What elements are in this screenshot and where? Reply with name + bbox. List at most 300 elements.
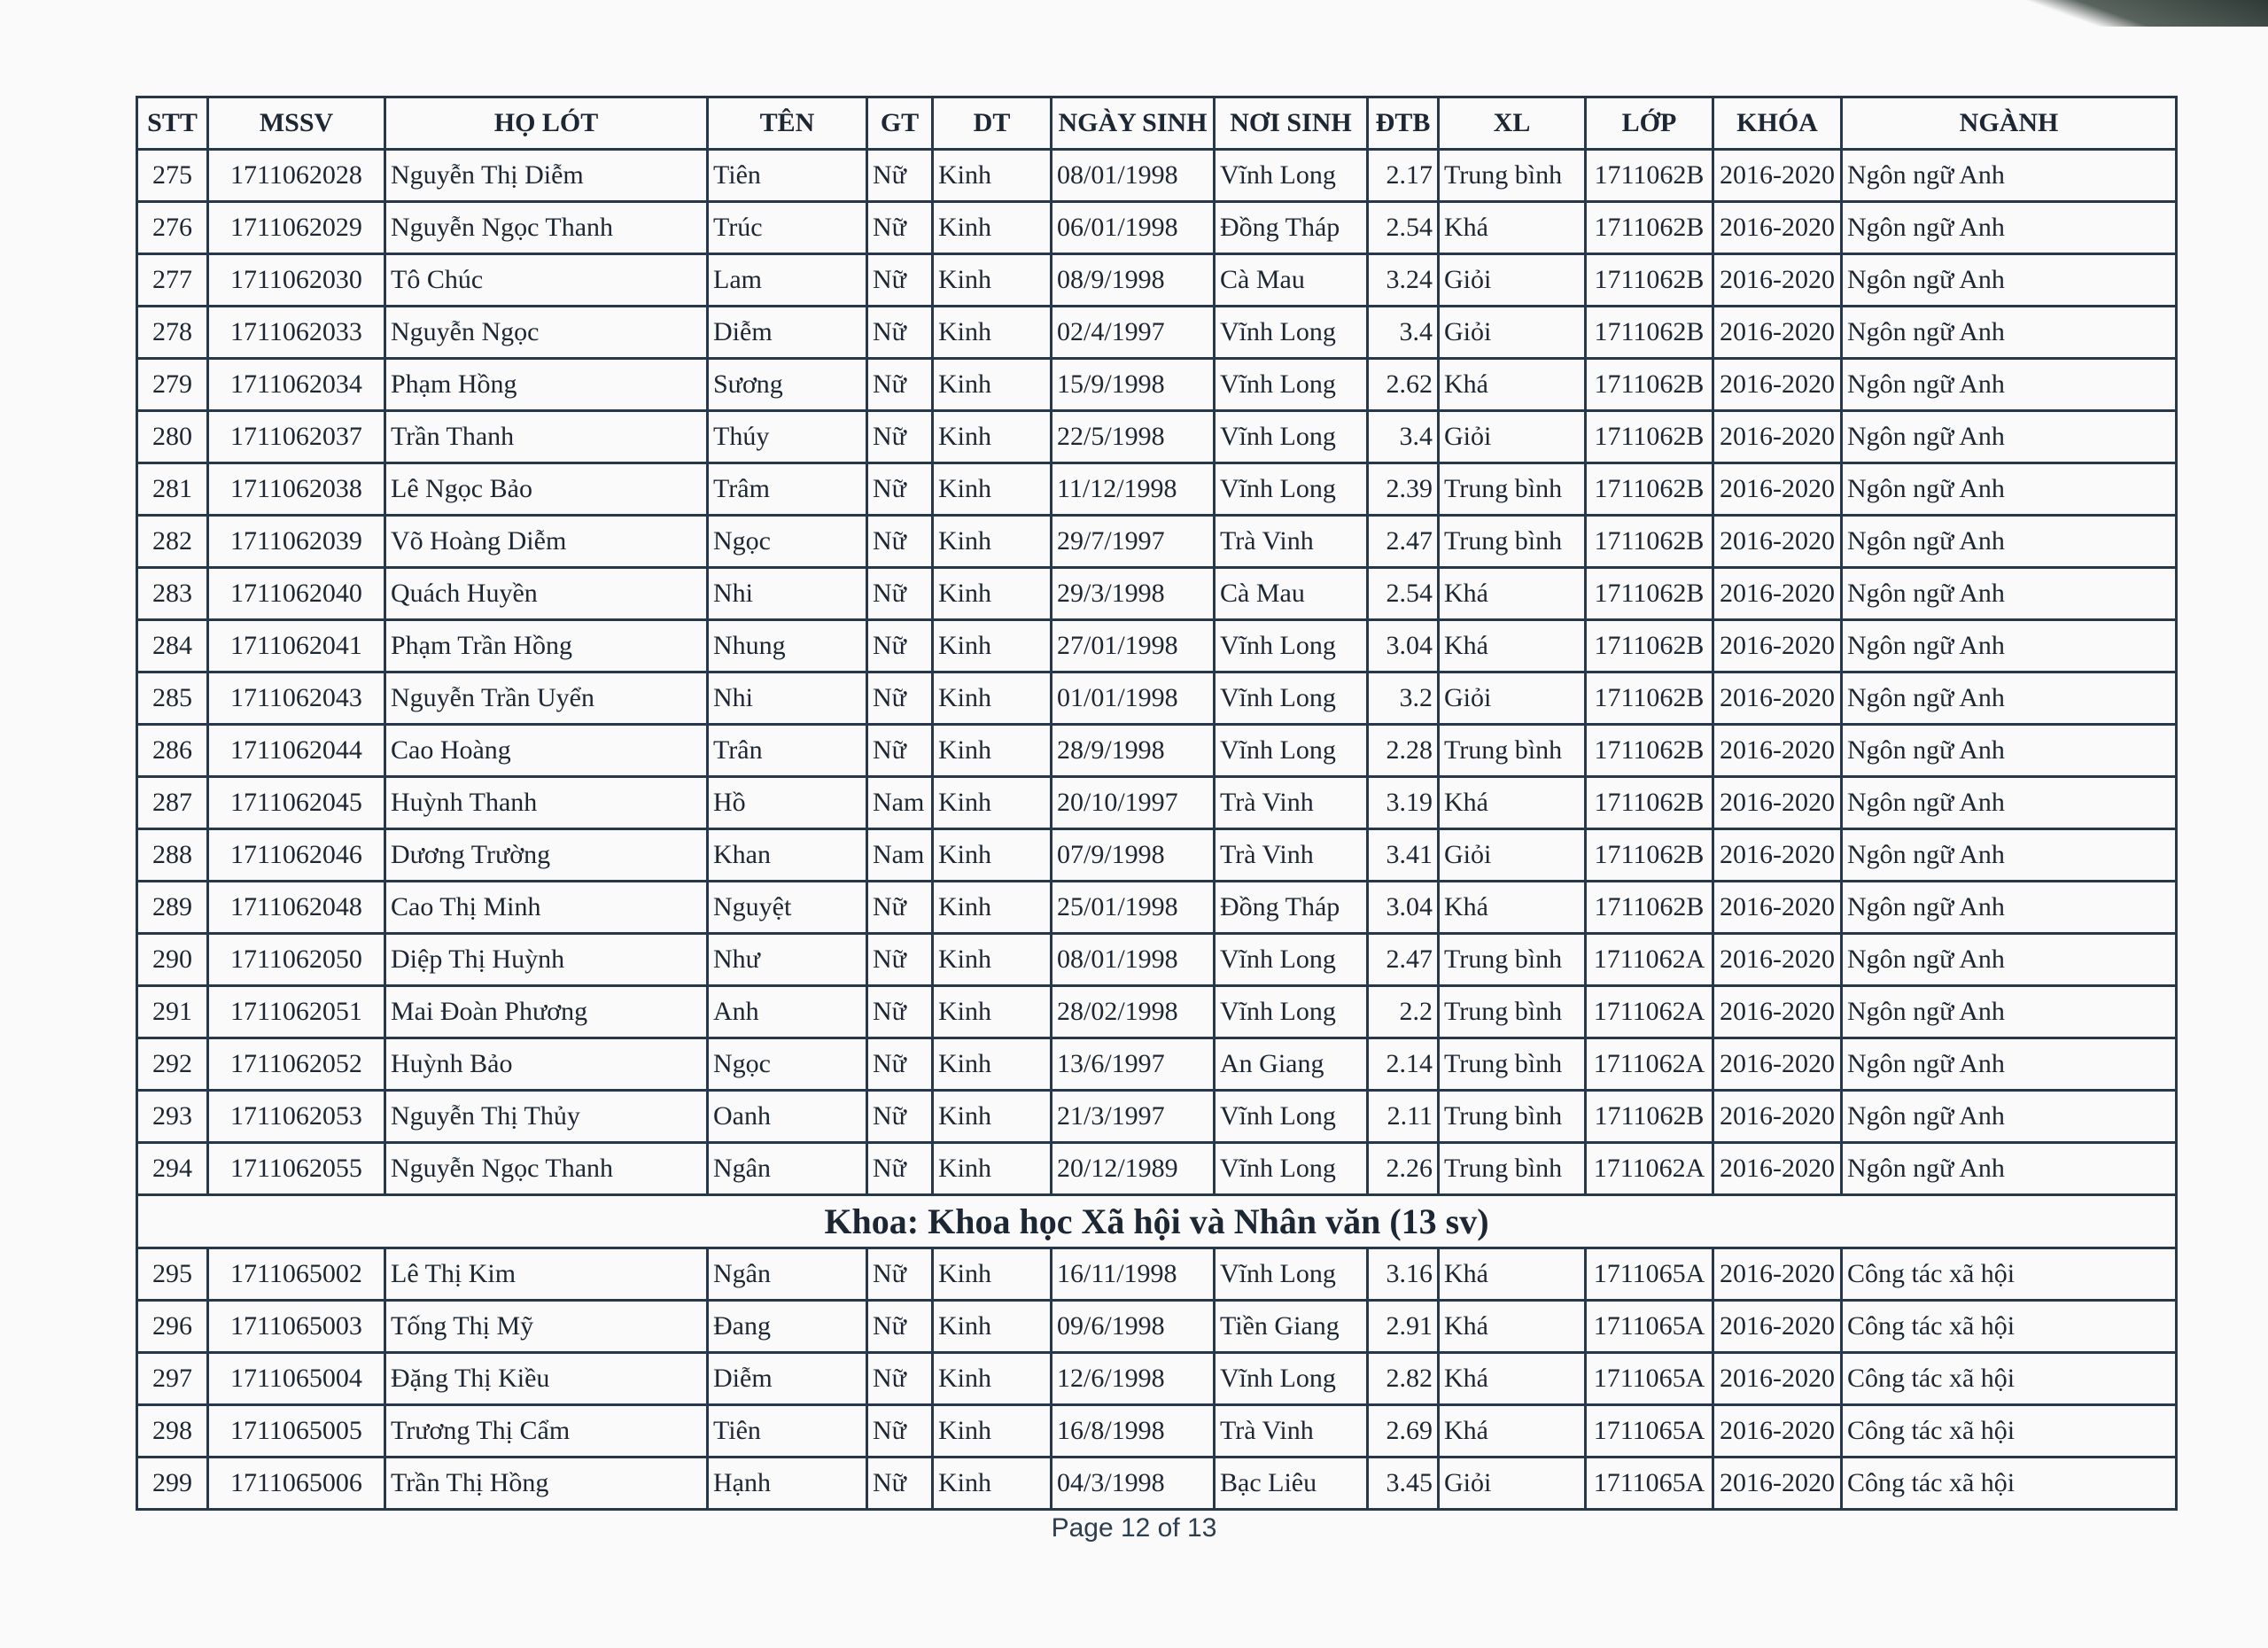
- cell-mssv: 1711062030: [208, 254, 385, 307]
- cell-noi-sinh: Vĩnh Long: [1215, 1143, 1368, 1195]
- cell-stt: 276: [137, 202, 208, 254]
- cell-khoa: 2016-2020: [1713, 1091, 1842, 1143]
- cell-noi-sinh: Tiền Giang: [1215, 1301, 1368, 1353]
- cell-dtb: 2.17: [1368, 150, 1439, 202]
- cell-dt: Kinh: [933, 463, 1052, 516]
- cell-mssv: 1711062055: [208, 1143, 385, 1195]
- cell-xl: Giỏi: [1439, 411, 1586, 463]
- header-dt: DT: [933, 97, 1052, 150]
- table-row: [137, 202, 2177, 254]
- cell-nganh: Công tác xã hội: [1842, 1353, 2177, 1405]
- cell-xl: Trung bình: [1439, 986, 1586, 1038]
- table-row: [137, 150, 2177, 202]
- cell-lop: 1711062B: [1586, 672, 1713, 725]
- section-title: Khoa: Khoa học Xã hội và Nhân văn (13 sv): [137, 1195, 2177, 1248]
- table-row: [137, 463, 2177, 516]
- cell-dt: Kinh: [933, 1458, 1052, 1510]
- cell-ho-lot: Phạm Trần Hồng: [385, 620, 708, 672]
- cell-dtb: 3.24: [1368, 254, 1439, 307]
- cell-dt: Kinh: [933, 202, 1052, 254]
- cell-gt: Nữ: [867, 1143, 933, 1195]
- cell-ngay-sinh: 13/6/1997: [1052, 1038, 1215, 1091]
- cell-mssv: 1711065003: [208, 1301, 385, 1353]
- cell-xl: Khá: [1439, 1405, 1586, 1458]
- cell-ngay-sinh: 28/9/1998: [1052, 725, 1215, 777]
- student-roster-sheet: [136, 96, 2175, 1511]
- cell-gt: Nữ: [867, 1353, 933, 1405]
- header-xl: XL: [1439, 97, 1586, 150]
- cell-ngay-sinh: 08/9/1998: [1052, 254, 1215, 307]
- cell-mssv: 1711065002: [208, 1248, 385, 1301]
- cell-lop: 1711062B: [1586, 725, 1713, 777]
- cell-ho-lot: Phạm Hồng: [385, 359, 708, 411]
- cell-nganh: Ngôn ngữ Anh: [1842, 620, 2177, 672]
- cell-ngay-sinh: 12/6/1998: [1052, 1353, 1215, 1405]
- cell-gt: Nữ: [867, 307, 933, 359]
- cell-nganh: Công tác xã hội: [1842, 1248, 2177, 1301]
- cell-khoa: 2016-2020: [1713, 1405, 1842, 1458]
- cell-nganh: Công tác xã hội: [1842, 1301, 2177, 1353]
- cell-nganh: Ngôn ngữ Anh: [1842, 1143, 2177, 1195]
- cell-stt: 275: [137, 150, 208, 202]
- cell-xl: Giỏi: [1439, 1458, 1586, 1510]
- cell-gt: Nữ: [867, 463, 933, 516]
- cell-dt: Kinh: [933, 1248, 1052, 1301]
- cell-ngay-sinh: 04/3/1998: [1052, 1458, 1215, 1510]
- header-noi-sinh: NƠI SINH: [1215, 97, 1368, 150]
- cell-xl: Khá: [1439, 620, 1586, 672]
- cell-mssv: 1711062040: [208, 568, 385, 620]
- table-row: [137, 1248, 2177, 1301]
- cell-khoa: 2016-2020: [1713, 1458, 1842, 1510]
- cell-ho-lot: Tống Thị Mỹ: [385, 1301, 708, 1353]
- cell-lop: 1711062B: [1586, 568, 1713, 620]
- cell-dt: Kinh: [933, 882, 1052, 934]
- cell-xl: Trung bình: [1439, 1091, 1586, 1143]
- cell-stt: 289: [137, 882, 208, 934]
- cell-noi-sinh: Vĩnh Long: [1215, 1353, 1368, 1405]
- cell-dtb: 3.41: [1368, 829, 1439, 882]
- cell-nganh: Ngôn ngữ Anh: [1842, 463, 2177, 516]
- cell-gt: Nữ: [867, 882, 933, 934]
- table-row: [137, 307, 2177, 359]
- cell-khoa: 2016-2020: [1713, 1143, 1842, 1195]
- cell-ho-lot: Nguyễn Ngọc Thanh: [385, 1143, 708, 1195]
- cell-dtb: 3.2: [1368, 672, 1439, 725]
- table-row: [137, 1458, 2177, 1510]
- cell-ten: Oanh: [708, 1091, 867, 1143]
- cell-noi-sinh: Đồng Tháp: [1215, 202, 1368, 254]
- table-row: [137, 986, 2177, 1038]
- cell-xl: Trung bình: [1439, 1143, 1586, 1195]
- cell-nganh: Ngôn ngữ Anh: [1842, 986, 2177, 1038]
- cell-mssv: 1711065006: [208, 1458, 385, 1510]
- cell-ho-lot: Lê Thị Kim: [385, 1248, 708, 1301]
- cell-gt: Nữ: [867, 1301, 933, 1353]
- cell-nganh: Ngôn ngữ Anh: [1842, 1038, 2177, 1091]
- cell-mssv: 1711062051: [208, 986, 385, 1038]
- cell-lop: 1711065A: [1586, 1248, 1713, 1301]
- cell-ngay-sinh: 11/12/1998: [1052, 463, 1215, 516]
- cell-dt: Kinh: [933, 1038, 1052, 1091]
- cell-noi-sinh: Vĩnh Long: [1215, 672, 1368, 725]
- cell-dt: Kinh: [933, 568, 1052, 620]
- cell-noi-sinh: Cà Mau: [1215, 568, 1368, 620]
- cell-mssv: 1711062043: [208, 672, 385, 725]
- rows-group-english: [137, 150, 2177, 1195]
- table-row: [137, 725, 2177, 777]
- cell-khoa: 2016-2020: [1713, 1301, 1842, 1353]
- cell-khoa: 2016-2020: [1713, 307, 1842, 359]
- cell-ten: Trâm: [708, 463, 867, 516]
- cell-xl: Giỏi: [1439, 307, 1586, 359]
- cell-nganh: Ngôn ngữ Anh: [1842, 516, 2177, 568]
- cell-stt: 299: [137, 1458, 208, 1510]
- cell-ngay-sinh: 15/9/1998: [1052, 359, 1215, 411]
- cell-dt: Kinh: [933, 1301, 1052, 1353]
- cell-nganh: Ngôn ngữ Anh: [1842, 359, 2177, 411]
- cell-ten: Trân: [708, 725, 867, 777]
- cell-khoa: 2016-2020: [1713, 150, 1842, 202]
- cell-nganh: Ngôn ngữ Anh: [1842, 254, 2177, 307]
- cell-dtb: 2.28: [1368, 725, 1439, 777]
- cell-gt: Nữ: [867, 359, 933, 411]
- student-roster-table: [136, 96, 2178, 1511]
- header-ngay-sinh: NGÀY SINH: [1052, 97, 1215, 150]
- cell-xl: Khá: [1439, 1353, 1586, 1405]
- cell-stt: 282: [137, 516, 208, 568]
- cell-stt: 279: [137, 359, 208, 411]
- header-ten: TÊN: [708, 97, 867, 150]
- cell-khoa: 2016-2020: [1713, 359, 1842, 411]
- cell-gt: Nữ: [867, 411, 933, 463]
- cell-noi-sinh: Vĩnh Long: [1215, 620, 1368, 672]
- cell-mssv: 1711062033: [208, 307, 385, 359]
- cell-ngay-sinh: 20/12/1989: [1052, 1143, 1215, 1195]
- cell-noi-sinh: Trà Vinh: [1215, 1405, 1368, 1458]
- cell-gt: Nữ: [867, 672, 933, 725]
- cell-dtb: 2.26: [1368, 1143, 1439, 1195]
- cell-lop: 1711062B: [1586, 411, 1713, 463]
- cell-dt: Kinh: [933, 725, 1052, 777]
- cell-ho-lot: Võ Hoàng Diễm: [385, 516, 708, 568]
- cell-dtb: 3.04: [1368, 882, 1439, 934]
- cell-ho-lot: Nguyễn Ngọc Thanh: [385, 202, 708, 254]
- cell-dtb: 2.91: [1368, 1301, 1439, 1353]
- table-row: [137, 516, 2177, 568]
- cell-ho-lot: Trần Thị Hồng: [385, 1458, 708, 1510]
- cell-ho-lot: Mai Đoàn Phương: [385, 986, 708, 1038]
- table-row: [137, 411, 2177, 463]
- cell-xl: Giỏi: [1439, 254, 1586, 307]
- cell-ngay-sinh: 20/10/1997: [1052, 777, 1215, 829]
- cell-nganh: Ngôn ngữ Anh: [1842, 411, 2177, 463]
- cell-mssv: 1711062048: [208, 882, 385, 934]
- cell-lop: 1711062A: [1586, 986, 1713, 1038]
- cell-dt: Kinh: [933, 1091, 1052, 1143]
- section-group: [137, 1195, 2177, 1248]
- header-row: [137, 97, 2177, 150]
- cell-noi-sinh: Vĩnh Long: [1215, 1248, 1368, 1301]
- cell-khoa: 2016-2020: [1713, 1248, 1842, 1301]
- cell-khoa: 2016-2020: [1713, 411, 1842, 463]
- cell-xl: Khá: [1439, 568, 1586, 620]
- cell-dt: Kinh: [933, 359, 1052, 411]
- cell-ho-lot: Trương Thị Cẩm: [385, 1405, 708, 1458]
- cell-stt: 278: [137, 307, 208, 359]
- header-mssv: MSSV: [208, 97, 385, 150]
- cell-ho-lot: Nguyễn Thị Diễm: [385, 150, 708, 202]
- cell-noi-sinh: Vĩnh Long: [1215, 934, 1368, 986]
- cell-dtb: 3.16: [1368, 1248, 1439, 1301]
- cell-lop: 1711062B: [1586, 150, 1713, 202]
- cell-lop: 1711062B: [1586, 202, 1713, 254]
- cell-stt: 298: [137, 1405, 208, 1458]
- cell-xl: Khá: [1439, 882, 1586, 934]
- cell-ngay-sinh: 22/5/1998: [1052, 411, 1215, 463]
- cell-mssv: 1711062039: [208, 516, 385, 568]
- cell-dtb: 2.54: [1368, 568, 1439, 620]
- cell-mssv: 1711062046: [208, 829, 385, 882]
- cell-mssv: 1711062028: [208, 150, 385, 202]
- cell-ngay-sinh: 08/01/1998: [1052, 150, 1215, 202]
- header-dtb: ĐTB: [1368, 97, 1439, 150]
- cell-ho-lot: Quách Huyền: [385, 568, 708, 620]
- cell-noi-sinh: Vĩnh Long: [1215, 986, 1368, 1038]
- table-row: [137, 777, 2177, 829]
- cell-ten: Ngân: [708, 1248, 867, 1301]
- cell-khoa: 2016-2020: [1713, 620, 1842, 672]
- cell-lop: 1711062B: [1586, 882, 1713, 934]
- cell-dtb: 2.14: [1368, 1038, 1439, 1091]
- cell-dt: Kinh: [933, 777, 1052, 829]
- cell-khoa: 2016-2020: [1713, 202, 1842, 254]
- cell-stt: 281: [137, 463, 208, 516]
- cell-gt: Nữ: [867, 202, 933, 254]
- cell-ten: Sương: [708, 359, 867, 411]
- cell-ngay-sinh: 16/11/1998: [1052, 1248, 1215, 1301]
- cell-lop: 1711062B: [1586, 254, 1713, 307]
- cell-xl: Khá: [1439, 777, 1586, 829]
- cell-khoa: 2016-2020: [1713, 1353, 1842, 1405]
- cell-dtb: 2.47: [1368, 934, 1439, 986]
- cell-dtb: 3.04: [1368, 620, 1439, 672]
- header-ho-lot: HỌ LÓT: [385, 97, 708, 150]
- cell-mssv: 1711065005: [208, 1405, 385, 1458]
- cell-nganh: Ngôn ngữ Anh: [1842, 1091, 2177, 1143]
- cell-dt: Kinh: [933, 150, 1052, 202]
- cell-dt: Kinh: [933, 986, 1052, 1038]
- cell-lop: 1711065A: [1586, 1405, 1713, 1458]
- cell-ho-lot: Diệp Thị Huỳnh: [385, 934, 708, 986]
- cell-dt: Kinh: [933, 1143, 1052, 1195]
- cell-stt: 293: [137, 1091, 208, 1143]
- header-nganh: NGÀNH: [1842, 97, 2177, 150]
- table-row: [137, 620, 2177, 672]
- cell-xl: Giỏi: [1439, 829, 1586, 882]
- rows-group-social-work: [137, 1248, 2177, 1510]
- cell-ten: Trúc: [708, 202, 867, 254]
- cell-nganh: Ngôn ngữ Anh: [1842, 777, 2177, 829]
- cell-gt: Nữ: [867, 254, 933, 307]
- cell-khoa: 2016-2020: [1713, 516, 1842, 568]
- cell-lop: 1711062B: [1586, 307, 1713, 359]
- cell-stt: 283: [137, 568, 208, 620]
- cell-ten: Diễm: [708, 1353, 867, 1405]
- cell-ho-lot: Trần Thanh: [385, 411, 708, 463]
- cell-dtb: 2.39: [1368, 463, 1439, 516]
- cell-stt: 295: [137, 1248, 208, 1301]
- cell-mssv: 1711062045: [208, 777, 385, 829]
- cell-khoa: 2016-2020: [1713, 463, 1842, 516]
- cell-lop: 1711062B: [1586, 620, 1713, 672]
- cell-dtb: 2.11: [1368, 1091, 1439, 1143]
- header-lop: LỚP: [1586, 97, 1713, 150]
- cell-xl: Trung bình: [1439, 463, 1586, 516]
- cell-nganh: Ngôn ngữ Anh: [1842, 882, 2177, 934]
- cell-mssv: 1711062050: [208, 934, 385, 986]
- cell-nganh: Ngôn ngữ Anh: [1842, 829, 2177, 882]
- cell-gt: Nữ: [867, 1405, 933, 1458]
- cell-gt: Nữ: [867, 1038, 933, 1091]
- cell-dt: Kinh: [933, 829, 1052, 882]
- cell-ten: Thúy: [708, 411, 867, 463]
- cell-xl: Khá: [1439, 202, 1586, 254]
- cell-nganh: Ngôn ngữ Anh: [1842, 934, 2177, 986]
- cell-ho-lot: Huỳnh Bảo: [385, 1038, 708, 1091]
- cell-khoa: 2016-2020: [1713, 934, 1842, 986]
- cell-nganh: Công tác xã hội: [1842, 1405, 2177, 1458]
- table-row: [137, 1301, 2177, 1353]
- cell-nganh: Ngôn ngữ Anh: [1842, 202, 2177, 254]
- table-row: [137, 1091, 2177, 1143]
- section-row: [137, 1195, 2177, 1248]
- table-row: [137, 829, 2177, 882]
- cell-ten: Anh: [708, 986, 867, 1038]
- cell-noi-sinh: Vĩnh Long: [1215, 725, 1368, 777]
- cell-xl: Trung bình: [1439, 150, 1586, 202]
- cell-mssv: 1711065004: [208, 1353, 385, 1405]
- cell-dtb: 2.62: [1368, 359, 1439, 411]
- cell-nganh: Ngôn ngữ Anh: [1842, 568, 2177, 620]
- cell-dt: Kinh: [933, 516, 1052, 568]
- cell-ngay-sinh: 16/8/1998: [1052, 1405, 1215, 1458]
- header-khoa: KHÓA: [1713, 97, 1842, 150]
- cell-noi-sinh: Vĩnh Long: [1215, 307, 1368, 359]
- cell-dtb: 3.4: [1368, 411, 1439, 463]
- cell-ten: Tiên: [708, 1405, 867, 1458]
- cell-stt: 280: [137, 411, 208, 463]
- table-row: [137, 568, 2177, 620]
- cell-gt: Nữ: [867, 934, 933, 986]
- table-row: [137, 1038, 2177, 1091]
- table-row: [137, 1143, 2177, 1195]
- cell-dt: Kinh: [933, 411, 1052, 463]
- cell-nganh: Ngôn ngữ Anh: [1842, 725, 2177, 777]
- cell-ngay-sinh: 25/01/1998: [1052, 882, 1215, 934]
- cell-nganh: Công tác xã hội: [1842, 1458, 2177, 1510]
- cell-gt: Nữ: [867, 1248, 933, 1301]
- table-row: [137, 882, 2177, 934]
- cell-gt: Nữ: [867, 1458, 933, 1510]
- cell-xl: Trung bình: [1439, 516, 1586, 568]
- cell-dtb: 2.82: [1368, 1353, 1439, 1405]
- cell-dtb: 2.69: [1368, 1405, 1439, 1458]
- cell-ten: Ngọc: [708, 516, 867, 568]
- cell-xl: Trung bình: [1439, 725, 1586, 777]
- cell-ngay-sinh: 06/01/1998: [1052, 202, 1215, 254]
- cell-noi-sinh: Vĩnh Long: [1215, 1091, 1368, 1143]
- cell-noi-sinh: Đồng Tháp: [1215, 882, 1368, 934]
- cell-dtb: 2.2: [1368, 986, 1439, 1038]
- cell-lop: 1711062B: [1586, 516, 1713, 568]
- cell-lop: 1711062A: [1586, 1143, 1713, 1195]
- cell-ngay-sinh: 01/01/1998: [1052, 672, 1215, 725]
- cell-noi-sinh: Vĩnh Long: [1215, 463, 1368, 516]
- cell-dtb: 3.4: [1368, 307, 1439, 359]
- cell-ten: Lam: [708, 254, 867, 307]
- cell-ngay-sinh: 28/02/1998: [1052, 986, 1215, 1038]
- cell-dt: Kinh: [933, 307, 1052, 359]
- cell-gt: Nữ: [867, 516, 933, 568]
- cell-ho-lot: Tô Chúc: [385, 254, 708, 307]
- cell-lop: 1711062B: [1586, 829, 1713, 882]
- table-row: [137, 254, 2177, 307]
- cell-dtb: 2.54: [1368, 202, 1439, 254]
- cell-lop: 1711062B: [1586, 463, 1713, 516]
- cell-ten: Nhi: [708, 672, 867, 725]
- table-row: [137, 934, 2177, 986]
- cell-ho-lot: Nguyễn Thị Thủy: [385, 1091, 708, 1143]
- cell-mssv: 1711062041: [208, 620, 385, 672]
- cell-khoa: 2016-2020: [1713, 725, 1842, 777]
- cell-ngay-sinh: 09/6/1998: [1052, 1301, 1215, 1353]
- cell-dt: Kinh: [933, 672, 1052, 725]
- cell-ngay-sinh: 21/3/1997: [1052, 1091, 1215, 1143]
- cell-gt: Nữ: [867, 620, 933, 672]
- cell-lop: 1711065A: [1586, 1458, 1713, 1510]
- cell-noi-sinh: Cà Mau: [1215, 254, 1368, 307]
- cell-xl: Khá: [1439, 359, 1586, 411]
- cell-noi-sinh: Trà Vinh: [1215, 516, 1368, 568]
- cell-ten: Đang: [708, 1301, 867, 1353]
- cell-gt: Nữ: [867, 986, 933, 1038]
- cell-ho-lot: Huỳnh Thanh: [385, 777, 708, 829]
- cell-khoa: 2016-2020: [1713, 777, 1842, 829]
- cell-stt: 296: [137, 1301, 208, 1353]
- cell-gt: Nữ: [867, 1091, 933, 1143]
- table-row: [137, 672, 2177, 725]
- cell-stt: 286: [137, 725, 208, 777]
- cell-mssv: 1711062052: [208, 1038, 385, 1091]
- cell-dt: Kinh: [933, 1353, 1052, 1405]
- cell-ho-lot: Nguyễn Trần Uyển: [385, 672, 708, 725]
- cell-lop: 1711062A: [1586, 1038, 1713, 1091]
- cell-dt: Kinh: [933, 254, 1052, 307]
- cell-stt: 277: [137, 254, 208, 307]
- header-gt: GT: [867, 97, 933, 150]
- cell-dt: Kinh: [933, 1405, 1052, 1458]
- cell-khoa: 2016-2020: [1713, 1038, 1842, 1091]
- cell-lop: 1711062B: [1586, 1091, 1713, 1143]
- cell-stt: 291: [137, 986, 208, 1038]
- cell-ten: Như: [708, 934, 867, 986]
- cell-xl: Trung bình: [1439, 934, 1586, 986]
- cell-stt: 287: [137, 777, 208, 829]
- table-row: [137, 359, 2177, 411]
- cell-gt: Nữ: [867, 150, 933, 202]
- cell-ten: Nhi: [708, 568, 867, 620]
